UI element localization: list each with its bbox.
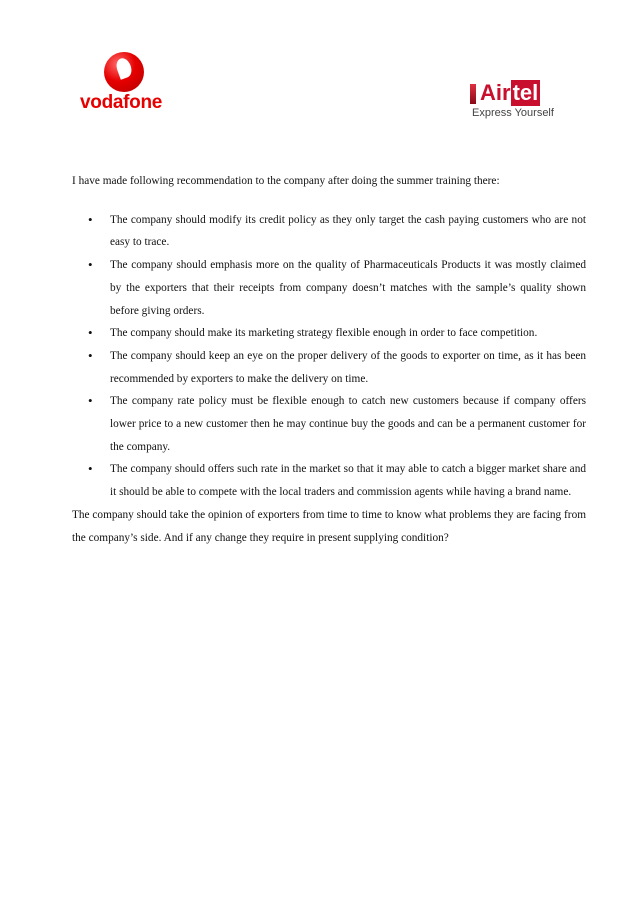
list-item: • The company should make its marketing strategy flexible enough in order to face competition. [72,322,586,345]
list-item: • The company should modify its credit policy as they only target the cash paying customers who are not easy to trace. [72,209,586,254]
intro-paragraph: I have made following recommendation to the company after doing the summer training there: [72,175,500,187]
recommendation-list [72,209,586,504]
airtel-bar-icon [470,84,476,104]
list-item: • The company should emphasis more on the quality of Pharmaceuticals Products it was mostly claimed by the exporters that their receipts from company doesn’t matches with the sample’s quality shown before giving orders. [72,254,586,322]
airtel-wordmark: Airtel [480,80,539,105]
list-item: • The company rate policy must be flexible enough to catch new customers because if company offers lower price to a new customer then he may continue buy the goods and can be a permanent customer for the company. [72,390,586,458]
closing-paragraph: The company should take the opinion of exporters from time to time to know what problems they are facing from the company’s side. And if any change they require in present supplying condition? [72,508,586,544]
list-item: • The company should offers such rate in the market so that it may able to catch a bigger market share and it should be able to compete with the local traders and commission agents while having a brand name. [72,458,586,503]
vodafone-logo [80,52,170,114]
vodafone-wordmark: vodafone [80,92,163,113]
airtel-logo [470,80,570,124]
list-item: • The company should keep an eye on the proper delivery of the goods to exporter on time, as it has been recommended by exporters to make the delivery on time. [72,345,586,390]
airtel-tagline: Express Yourself [472,107,554,119]
document-body [72,170,586,549]
vodafone-speechmark-icon [104,52,144,92]
